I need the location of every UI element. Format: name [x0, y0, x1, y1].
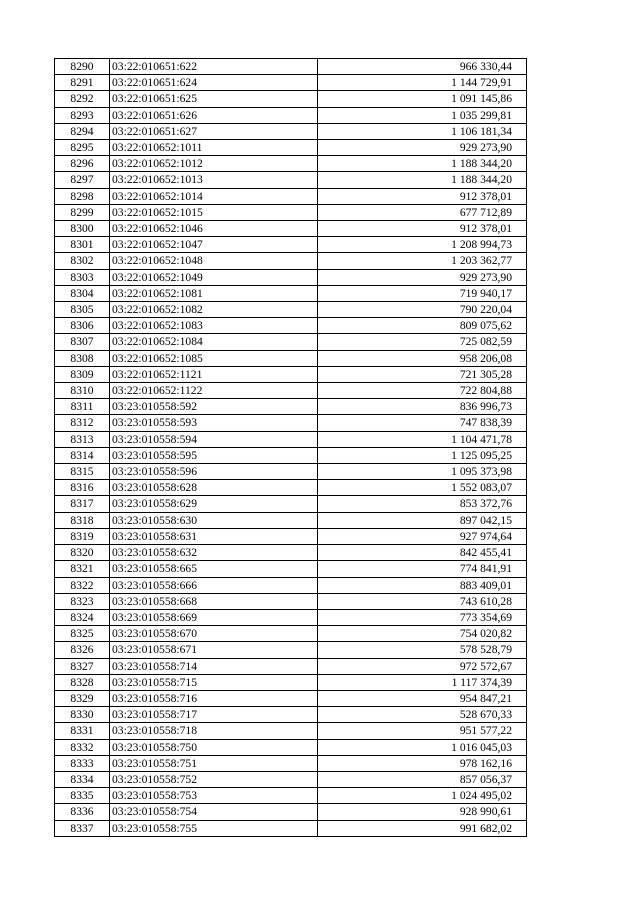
table-row [55, 123, 527, 139]
row-number-cell: 8317 [55, 496, 110, 512]
value-cell: 1 091 145,86 [318, 91, 527, 107]
cadastral-number-cell: 03:23:010558:669 [110, 609, 318, 625]
value-cell: 1 552 083,07 [318, 480, 527, 496]
row-number-cell: 8336 [55, 804, 110, 820]
row-number-cell: 8291 [55, 75, 110, 91]
table-row [55, 204, 527, 220]
value-cell: 912 378,01 [318, 188, 527, 204]
value-cell: 972 572,67 [318, 658, 527, 674]
table-row [55, 140, 527, 156]
value-cell: 809 075,62 [318, 318, 527, 334]
table-row [55, 172, 527, 188]
row-number-cell: 8323 [55, 593, 110, 609]
row-number-cell: 8297 [55, 172, 110, 188]
cadastral-number-cell: 03:22:010651:627 [110, 123, 318, 139]
cadastral-number-cell: 03:22:010652:1082 [110, 302, 318, 318]
cadastral-number-cell: 03:23:010558:665 [110, 561, 318, 577]
value-cell: 1 144 729,91 [318, 75, 527, 91]
cadastral-number-cell: 03:23:010558:717 [110, 707, 318, 723]
value-cell: 958 206,08 [318, 350, 527, 366]
cadastral-number-cell: 03:23:010558:715 [110, 674, 318, 690]
row-number-cell: 8318 [55, 512, 110, 528]
row-number-cell: 8300 [55, 221, 110, 237]
value-cell: 954 847,21 [318, 690, 527, 706]
value-cell: 1 104 471,78 [318, 431, 527, 447]
row-number-cell: 8335 [55, 788, 110, 804]
value-cell: 1 106 181,34 [318, 123, 527, 139]
cadastral-number-cell: 03:22:010651:626 [110, 107, 318, 123]
table-row [55, 593, 527, 609]
table-row [55, 804, 527, 820]
cadastral-number-cell: 03:22:010651:624 [110, 75, 318, 91]
value-cell: 1 188 344,20 [318, 156, 527, 172]
table-row [55, 674, 527, 690]
row-number-cell: 8328 [55, 674, 110, 690]
value-cell: 773 354,69 [318, 609, 527, 625]
cadastral-number-cell: 03:22:010652:1011 [110, 140, 318, 156]
value-cell: 1 117 374,39 [318, 674, 527, 690]
cadastral-number-cell: 03:23:010558:595 [110, 447, 318, 463]
cadastral-number-cell: 03:22:010652:1013 [110, 172, 318, 188]
table-row [55, 528, 527, 544]
row-number-cell: 8326 [55, 642, 110, 658]
row-number-cell: 8304 [55, 285, 110, 301]
value-cell: 578 528,79 [318, 642, 527, 658]
cadastral-number-cell: 03:22:010652:1122 [110, 383, 318, 399]
table-row [55, 707, 527, 723]
value-cell: 677 712,89 [318, 204, 527, 220]
table-row [55, 253, 527, 269]
table-row [55, 820, 527, 836]
value-cell: 857 056,37 [318, 771, 527, 787]
cadastral-number-cell: 03:22:010652:1012 [110, 156, 318, 172]
table-row [55, 512, 527, 528]
value-cell: 725 082,59 [318, 334, 527, 350]
value-cell: 1 125 095,25 [318, 447, 527, 463]
table-row [55, 415, 527, 431]
table-row [55, 221, 527, 237]
value-cell: 1 024 495,02 [318, 788, 527, 804]
row-number-cell: 8295 [55, 140, 110, 156]
table-row [55, 399, 527, 415]
cadastral-number-cell: 03:23:010558:716 [110, 690, 318, 706]
value-cell: 528 670,33 [318, 707, 527, 723]
row-number-cell: 8307 [55, 334, 110, 350]
cadastral-number-cell: 03:23:010558:755 [110, 820, 318, 836]
row-number-cell: 8330 [55, 707, 110, 723]
cadastral-number-cell: 03:22:010652:1081 [110, 285, 318, 301]
cadastral-number-cell: 03:22:010652:1046 [110, 221, 318, 237]
cadastral-number-cell: 03:23:010558:670 [110, 626, 318, 642]
value-cell: 928 990,61 [318, 804, 527, 820]
table-row [55, 107, 527, 123]
table-row [55, 59, 527, 75]
row-number-cell: 8325 [55, 626, 110, 642]
row-number-cell: 8314 [55, 447, 110, 463]
table-row [55, 237, 527, 253]
cadastral-number-cell: 03:23:010558:751 [110, 755, 318, 771]
table-body [55, 59, 527, 837]
row-number-cell: 8299 [55, 204, 110, 220]
table-row [55, 75, 527, 91]
row-number-cell: 8321 [55, 561, 110, 577]
value-cell: 842 455,41 [318, 545, 527, 561]
row-number-cell: 8301 [55, 237, 110, 253]
row-number-cell: 8303 [55, 269, 110, 285]
value-cell: 929 273,90 [318, 269, 527, 285]
value-cell: 1 208 994,73 [318, 237, 527, 253]
row-number-cell: 8322 [55, 577, 110, 593]
table-row [55, 480, 527, 496]
table-row [55, 156, 527, 172]
cadastral-number-cell: 03:23:010558:628 [110, 480, 318, 496]
row-number-cell: 8332 [55, 739, 110, 755]
table-row [55, 690, 527, 706]
table-row [55, 561, 527, 577]
row-number-cell: 8312 [55, 415, 110, 431]
cadastral-number-cell: 03:22:010651:625 [110, 91, 318, 107]
value-cell: 883 409,01 [318, 577, 527, 593]
table-row [55, 545, 527, 561]
value-cell: 719 940,17 [318, 285, 527, 301]
table-row [55, 91, 527, 107]
row-number-cell: 8298 [55, 188, 110, 204]
cadastral-value-table [54, 58, 527, 837]
table-row [55, 626, 527, 642]
cadastral-number-cell: 03:23:010558:671 [110, 642, 318, 658]
value-cell: 1 095 373,98 [318, 464, 527, 480]
row-number-cell: 8331 [55, 723, 110, 739]
cadastral-number-cell: 03:22:010652:1047 [110, 237, 318, 253]
table-row [55, 496, 527, 512]
value-cell: 790 220,04 [318, 302, 527, 318]
row-number-cell: 8327 [55, 658, 110, 674]
row-number-cell: 8310 [55, 383, 110, 399]
cadastral-number-cell: 03:23:010558:594 [110, 431, 318, 447]
cadastral-number-cell: 03:22:010651:622 [110, 59, 318, 75]
cadastral-number-cell: 03:22:010652:1084 [110, 334, 318, 350]
cadastral-number-cell: 03:23:010558:754 [110, 804, 318, 820]
row-number-cell: 8337 [55, 820, 110, 836]
value-cell: 912 378,01 [318, 221, 527, 237]
row-number-cell: 8294 [55, 123, 110, 139]
cadastral-number-cell: 03:23:010558:718 [110, 723, 318, 739]
value-cell: 836 996,73 [318, 399, 527, 415]
cadastral-number-cell: 03:23:010558:630 [110, 512, 318, 528]
cadastral-number-cell: 03:22:010652:1014 [110, 188, 318, 204]
cadastral-number-cell: 03:23:010558:668 [110, 593, 318, 609]
value-cell: 1 203 362,77 [318, 253, 527, 269]
table-row [55, 464, 527, 480]
row-number-cell: 8306 [55, 318, 110, 334]
cadastral-number-cell: 03:23:010558:596 [110, 464, 318, 480]
row-number-cell: 8316 [55, 480, 110, 496]
table-row [55, 788, 527, 804]
row-number-cell: 8292 [55, 91, 110, 107]
row-number-cell: 8320 [55, 545, 110, 561]
cadastral-number-cell: 03:23:010558:629 [110, 496, 318, 512]
row-number-cell: 8311 [55, 399, 110, 415]
table-row [55, 577, 527, 593]
value-cell: 754 020,82 [318, 626, 527, 642]
row-number-cell: 8319 [55, 528, 110, 544]
row-number-cell: 8333 [55, 755, 110, 771]
row-number-cell: 8313 [55, 431, 110, 447]
cadastral-number-cell: 03:23:010558:593 [110, 415, 318, 431]
cadastral-number-cell: 03:23:010558:631 [110, 528, 318, 544]
row-number-cell: 8293 [55, 107, 110, 123]
table-row [55, 188, 527, 204]
cadastral-number-cell: 03:23:010558:592 [110, 399, 318, 415]
value-cell: 978 162,16 [318, 755, 527, 771]
table-row [55, 285, 527, 301]
cadastral-number-cell: 03:22:010652:1048 [110, 253, 318, 269]
table-row [55, 383, 527, 399]
value-cell: 743 610,28 [318, 593, 527, 609]
row-number-cell: 8309 [55, 366, 110, 382]
row-number-cell: 8302 [55, 253, 110, 269]
row-number-cell: 8305 [55, 302, 110, 318]
table-row [55, 723, 527, 739]
value-cell: 927 974,64 [318, 528, 527, 544]
table-row [55, 755, 527, 771]
table-row [55, 366, 527, 382]
cadastral-number-cell: 03:22:010652:1015 [110, 204, 318, 220]
value-cell: 897 042,15 [318, 512, 527, 528]
row-number-cell: 8324 [55, 609, 110, 625]
value-cell: 774 841,91 [318, 561, 527, 577]
cadastral-number-cell: 03:23:010558:750 [110, 739, 318, 755]
table-row [55, 269, 527, 285]
table-row [55, 771, 527, 787]
value-cell: 1 016 045,03 [318, 739, 527, 755]
table-row [55, 431, 527, 447]
table-row [55, 318, 527, 334]
cadastral-number-cell: 03:22:010652:1049 [110, 269, 318, 285]
cadastral-number-cell: 03:22:010652:1083 [110, 318, 318, 334]
value-cell: 929 273,90 [318, 140, 527, 156]
value-cell: 853 372,76 [318, 496, 527, 512]
row-number-cell: 8308 [55, 350, 110, 366]
value-cell: 966 330,44 [318, 59, 527, 75]
row-number-cell: 8296 [55, 156, 110, 172]
value-cell: 722 804,88 [318, 383, 527, 399]
table-row [55, 609, 527, 625]
cadastral-number-cell: 03:23:010558:714 [110, 658, 318, 674]
cadastral-number-cell: 03:23:010558:753 [110, 788, 318, 804]
value-cell: 951 577,22 [318, 723, 527, 739]
table-row [55, 302, 527, 318]
table-row [55, 642, 527, 658]
table-row [55, 447, 527, 463]
value-cell: 721 305,28 [318, 366, 527, 382]
row-number-cell: 8290 [55, 59, 110, 75]
cadastral-number-cell: 03:23:010558:752 [110, 771, 318, 787]
table-row [55, 350, 527, 366]
row-number-cell: 8329 [55, 690, 110, 706]
table-row [55, 658, 527, 674]
cadastral-number-cell: 03:23:010558:632 [110, 545, 318, 561]
cadastral-number-cell: 03:22:010652:1121 [110, 366, 318, 382]
value-cell: 1 188 344,20 [318, 172, 527, 188]
row-number-cell: 8334 [55, 771, 110, 787]
value-cell: 1 035 299,81 [318, 107, 527, 123]
cadastral-number-cell: 03:22:010652:1085 [110, 350, 318, 366]
cadastral-number-cell: 03:23:010558:666 [110, 577, 318, 593]
value-cell: 747 838,39 [318, 415, 527, 431]
row-number-cell: 8315 [55, 464, 110, 480]
table-row [55, 334, 527, 350]
value-cell: 991 682,02 [318, 820, 527, 836]
table-row [55, 739, 527, 755]
